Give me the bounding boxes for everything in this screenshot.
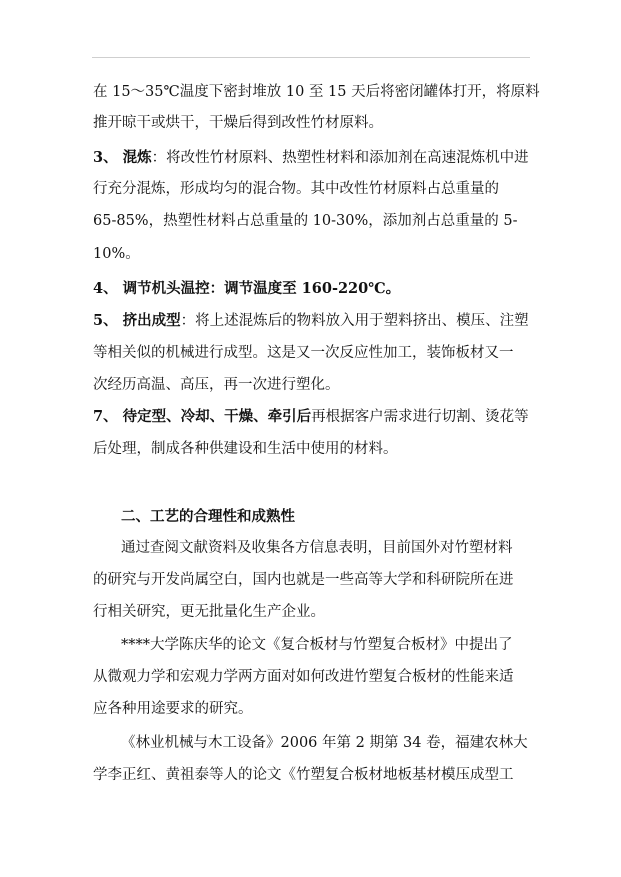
para3-line-2: 学李正红、黄祖泰等人的论文《竹塑复合板材地板基材模压成型工 bbox=[93, 767, 514, 783]
step3-line-2: 行充分混炼，形成均匀的混合物。其中改性竹材原料占总重量的 bbox=[93, 181, 499, 197]
step5-heading: 5、 挤出成型 bbox=[93, 312, 181, 329]
para1-line-2: 的研究与开发尚属空白，国内也就是一些高等大学和科研院所在进 bbox=[93, 572, 514, 588]
step2-line-1: 在 15～35℃温度下密封堆放 10 至 15 天后将密闭罐体打开，将原料 bbox=[93, 84, 540, 100]
para2-line-2: 从微观力学和宏观力学两方面对如何改进竹塑复合板材的性能来适 bbox=[93, 669, 514, 685]
step5-line-1 bbox=[93, 311, 529, 331]
para1-line-3: 行相关研究，更无批量化生产企业。 bbox=[93, 604, 325, 620]
step7-text-1: 再根据客户需求进行切割、烫花等 bbox=[311, 409, 529, 425]
step7-line-1 bbox=[93, 407, 529, 427]
header-rule bbox=[92, 57, 530, 58]
step7-line-2: 后处理，制成各种供建设和生活中使用的材料。 bbox=[93, 441, 398, 457]
section2-title: 二、工艺的合理性和成熟性 bbox=[121, 508, 295, 525]
step2-line-2: 推开晾干或烘干，干燥后得到改性竹材原料。 bbox=[93, 115, 383, 131]
step3-line-1 bbox=[93, 148, 529, 168]
step3-line-3: 65-85%，热塑性材料占总重量的 10-30%，添加剂占总重量的 5- bbox=[93, 213, 518, 229]
para1-line-1: 通过查阅文献资料及收集各方信息表明，目前国外对竹塑材料 bbox=[121, 540, 513, 556]
step4-line: 4、 调节机头温控：调节温度至 160-220℃。 bbox=[93, 280, 401, 297]
step3-heading: 3、 混炼 bbox=[93, 149, 152, 166]
step3-text-1: ：将改性竹材原料、热塑性材料和添加剂在高速混炼机中进 bbox=[151, 150, 529, 166]
step5-line-3: 次经历高温、高压，再一次进行塑化。 bbox=[93, 377, 340, 393]
para2-line-3: 应各种用途要求的研究。 bbox=[93, 701, 253, 717]
step5-text-1: ：将上述混炼后的物料放入用于塑料挤出、模压、注塑 bbox=[180, 313, 529, 329]
step3-line-4: 10%。 bbox=[93, 246, 140, 262]
para2-line-1: ****大学陈庆华的论文《复合板材与竹塑复合板材》中提出了 bbox=[121, 637, 513, 653]
step5-line-2: 等相关似的机械进行成型。这是又一次反应性加工，装饰板材又一 bbox=[93, 345, 514, 361]
para3-line-1: 《林业机械与木工设备》2006 年第 2 期第 34 卷，福建农林大 bbox=[121, 735, 528, 751]
step7-heading: 7、 待定型、冷却、干燥、牵引后 bbox=[93, 408, 312, 425]
